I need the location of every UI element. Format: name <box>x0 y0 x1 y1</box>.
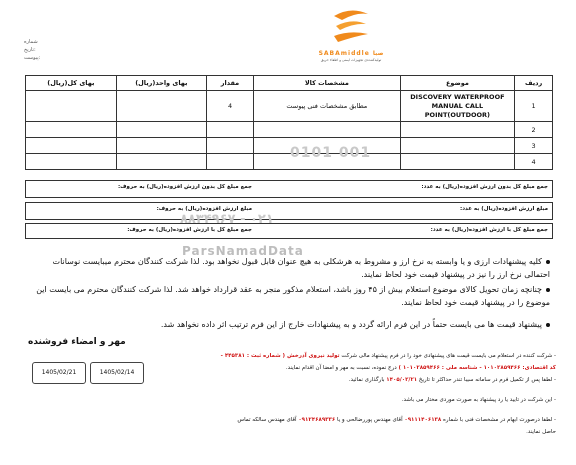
row-qty <box>206 122 253 138</box>
sum-without-vat-row[interactable] <box>25 180 553 198</box>
row-spec: مطابق مشخصات فنی پیوست <box>254 91 401 122</box>
header-number: شماره <box>24 39 38 45</box>
row-subject: DISCOVERY WATERPROOF MANUAL CALL POINT(OUTDOOR) <box>400 91 515 122</box>
date-box-deadline: 1405/02/21 <box>32 362 86 384</box>
footnote-4: - این شرکت در تایید یا رد پیشنهاد به صورت موردی مختار می باشد. <box>401 397 556 403</box>
header-date: تاریخ: <box>24 47 36 53</box>
row-subject <box>400 154 515 170</box>
date-box-issue: 1405/02/14 <box>90 362 144 384</box>
table-header-row <box>26 76 553 91</box>
row-qty <box>206 138 253 154</box>
col-row-header: ردیف <box>515 76 553 91</box>
col-qty-header: مقدار <box>206 76 253 91</box>
bullet-icon <box>546 323 550 327</box>
col-subject-header: موضوع <box>400 76 515 91</box>
row-total[interactable] <box>26 138 117 154</box>
note-2: چنانچه زمان تحویل کالای موضوع استعلام بیش از ۴۵ روز باشد، استعلام مذکور منجر به عقد قرارداد خواهد شد. لذا شرکت کنندگان محترم می بایست این موضوع را در پیشنهاد قیمت خود لحاظ نمایند. <box>36 285 550 307</box>
bullet-icon <box>546 288 550 292</box>
header-attachment: پیوست: <box>24 55 41 61</box>
header-meta <box>24 38 40 62</box>
footnote-5: - لطفا درصورت ابهام در مشخصات فنی با شماره ۰۹۱۱۱۴۰۶۱۳۸ آقای مهندس پوررضالحی و یا ۰۹۱۲۴۶۸۹۳۳۶ آقای مهندس سالکه تماس <box>237 417 556 423</box>
row-unit-price[interactable] <box>116 154 206 170</box>
footnote-2: کد اقتصادی: ۱۰۱۰۲۸۵۹۴۶۶ - شناسه ملی : ۱۰۱۰۲۸۵۹۴۶۶ ) درج نموده، نسبت به مهر و امضا آن اقدام نمایند. <box>285 365 556 371</box>
row-unit-price[interactable] <box>116 138 206 154</box>
sum-without-vat-numeric-label: جمع مبلغ کل بدون ارزش افزوده(ریال) به عدد: <box>421 184 548 190</box>
row-total[interactable] <box>26 91 117 122</box>
sum-with-vat-row[interactable] <box>25 223 553 239</box>
row-unit-price[interactable] <box>116 122 206 138</box>
row-qty <box>206 154 253 170</box>
company-logo <box>316 6 386 68</box>
note-1: کلیه پیشنهادات ارزی و یا وابسته به نرخ ارز و مشروط به هرشکلی به هیچ عنوان قابل قبول نخواهد بود. لذا شرکت کنندگان محترم میبایست نوسانات احتمالی نرخ ارز را نیز در پیشنهاد قیمت خود لحاظ نمایند. <box>52 257 550 279</box>
col-unit-price-header: بهای واحد(ریال) <box>116 76 206 91</box>
items-table <box>25 75 553 170</box>
row-index: 3 <box>515 138 553 154</box>
row-qty: 4 <box>206 91 253 122</box>
col-spec-header: مشخصات کالا <box>254 76 401 91</box>
vat-numeric-label: مبلغ ارزش افزوده(ریال) به عدد: <box>460 206 548 212</box>
logo-fa: صبا <box>372 50 384 57</box>
logo-tagline: تولیدکننده‌ی تجهیزات ایمنی و اطفاء حریق <box>320 58 382 62</box>
row-subject <box>400 138 515 154</box>
table-row <box>26 154 553 170</box>
table-row <box>26 138 553 154</box>
footnote-6: حاصل نمایند. <box>526 429 556 435</box>
row-total[interactable] <box>26 122 117 138</box>
vat-amount-row[interactable] <box>25 202 553 220</box>
sum-without-vat-words-label: جمع مبلغ کل بدون ارزش افزوده(ریال) به حروف: <box>117 184 252 190</box>
vat-words-label: مبلغ ارزش افزوده(ریال) به حروف: <box>156 206 252 212</box>
row-index: 4 <box>515 154 553 170</box>
logo-text: SABAmiddle <box>318 50 370 57</box>
sum-with-vat-numeric-label: جمع مبلغ کل با ارزش افزوده(ریال) به عدد: <box>430 227 548 233</box>
watermark-brand: ParsNamadData <box>182 244 304 258</box>
footnote-3: - لطفا پس از تکمیل فرم در سامانه سیبا تندر حداکثر تا تاریخ ۱۴۰۵/۰۲/۲۱ بارگذاری نمائید. <box>348 377 556 383</box>
row-spec <box>254 122 401 138</box>
note-3: پیشنهاد قیمت ها می بایست حتماً در این فرم ارائه گردد و به پیشنهادات خارج از این فرم ترتیب اثر داده نخواهد شد. <box>30 318 550 331</box>
col-total-header: بهای کل(ریال) <box>26 76 117 91</box>
table-row <box>26 91 553 122</box>
watermark-phone: ۸۸۳۴۹۶۷ - ۰۲۱ <box>180 212 274 227</box>
row-subject <box>400 122 515 138</box>
bullet-icon <box>546 260 550 264</box>
row-index: 1 <box>515 91 553 122</box>
table-row <box>26 122 553 138</box>
row-total[interactable] <box>26 154 117 170</box>
seller-signature-label: مهر و امضاء فروشنده <box>28 337 126 347</box>
watermark-code: 0101 001 <box>290 145 372 161</box>
logo-mark-icon <box>328 6 374 50</box>
row-unit-price[interactable] <box>116 91 206 122</box>
row-index: 2 <box>515 122 553 138</box>
footnote-1: - شرکت کننده در استعلام می بایست قیمت های پیشنهادی خود را در فرم پیشنهاد مالی شرکت تولید نیروی آذرخش ( شماره ثبت : ۴۴۵۳۸۱ - <box>220 353 556 359</box>
sum-with-vat-words-label: جمع مبلغ کل با ارزش افزوده(ریال) به حروف: <box>127 227 252 233</box>
